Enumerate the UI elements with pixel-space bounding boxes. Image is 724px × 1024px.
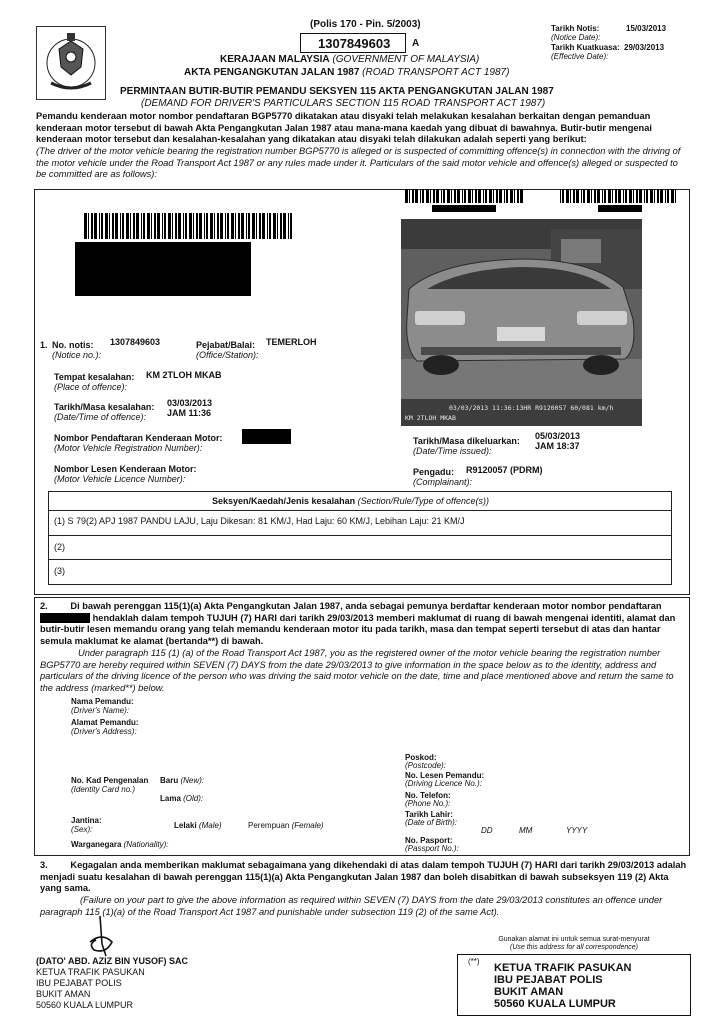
signatory-line3: BUKIT AMAN: [36, 989, 91, 999]
driving-licence-label-en: (Driving Licence No.):: [405, 779, 482, 788]
barcode-bar: [405, 189, 408, 203]
page-title: PERMINTAAN BUTIR-BUTIR PEMANDU SEKSYEN 115 AKTA PENGANGKUTAN JALAN 1987: [120, 86, 554, 97]
section2-malay-a: Di bawah perenggan 115(1)(a) Akta Pengangkutan Jalan 1987, anda sebagai pemunya berdaftar kenderaan motor nombor pendaftaran: [70, 601, 662, 611]
barcode-bar: [164, 213, 166, 239]
station-value: TEMERLOH: [266, 337, 317, 347]
nationality-label: Warganegara: [71, 840, 122, 849]
dob-yyyy: YYYY: [566, 826, 588, 835]
notice-no-value: 1307849603: [110, 337, 161, 347]
barcode-bar: [136, 213, 139, 239]
barcode-bar: [143, 213, 145, 239]
offence-header-ms: Seksyen/Kaedah/Jenis kesalahan: [212, 496, 356, 506]
barcode-bar: [451, 189, 452, 203]
sex-label-en: (Sex):: [71, 825, 93, 834]
barcode-bar: [185, 213, 187, 239]
barcode-bar: [496, 189, 498, 203]
section3-malay: [40, 860, 690, 895]
postcode-label: Poskod:: [405, 753, 437, 762]
act-line-ms: AKTA PENGANGKUTAN JALAN 1987: [184, 67, 360, 78]
passport-label: No. Pasport:: [405, 836, 453, 845]
barcode-bar: [517, 189, 519, 203]
barcode-bar: [591, 189, 592, 203]
barcode-bar: [667, 189, 669, 203]
barcode-bar: [493, 189, 494, 203]
male-label: Lelaki: [174, 821, 197, 830]
barcode-bar: [283, 213, 286, 239]
barcode-bar: [199, 213, 202, 239]
barcode-bar: [88, 213, 89, 239]
notice-date-label-en: (Notice Date):: [551, 33, 601, 42]
effective-date-value: 29/03/2013: [624, 43, 665, 52]
barcode-bar: [506, 189, 508, 203]
offence-datetime-label: Tarikh/Masa kesalahan:: [54, 402, 155, 412]
barcode-bar: [210, 213, 213, 239]
redacted-reg-inline: [40, 613, 90, 623]
offence-header-en: (Section/Rule/Type of offence(s)): [357, 496, 489, 506]
return-address-line1: KETUA TRAFIK PASUKAN: [494, 962, 632, 974]
logo-box: [36, 26, 106, 100]
barcode-bar: [671, 189, 674, 203]
barcode-bar: [196, 213, 198, 239]
return-address-line2: IBU PEJABAT POLIS: [494, 974, 603, 986]
female-label-en: (Female): [291, 821, 324, 830]
notice-suffix: A: [412, 38, 420, 49]
complainant-value: R9120057 (PDRM): [466, 465, 543, 475]
offence-table-header: [212, 496, 489, 506]
barcode-bar: [409, 189, 410, 203]
place-label: Tempat kesalahan:: [54, 372, 135, 382]
barcode-bar: [464, 189, 466, 203]
male-label-en: (Male): [198, 821, 222, 830]
offence-time-value: JAM 11:36: [167, 408, 212, 418]
barcode-bar: [576, 189, 579, 203]
issued-date-value: 05/03/2013: [535, 431, 581, 441]
government-line: [220, 54, 479, 65]
sex-male-option[interactable]: [174, 821, 222, 830]
barcode-bar: [262, 213, 265, 239]
section1-number: 1.: [40, 340, 48, 350]
barcode-bar: [560, 189, 561, 203]
barcode-bar: [489, 189, 492, 203]
offence-row-1: [54, 516, 465, 526]
barcode-bar: [625, 189, 627, 203]
barcode-bar: [175, 213, 177, 239]
barcode-bar: [623, 189, 624, 203]
section3-number: 3.: [40, 860, 48, 870]
intro-malay: Pemandu kenderaan motor nombor pendaftaran BGP5770 dikatakan atau disyaki telah melakukan kesalahan berkaitan dengan pemanduan kenderaan motor tersebut di bawah Akta Pengangkutan Jalan 1987 atau mana-mana kaedah yang dibuat di bawahnya. Butir-butir mengenai kenderaan motor tersebut dan kesalahan-kesalahan yang dikatakan atau disyaki telah dilakukan adalah seperti yang berikut:: [36, 111, 652, 144]
offence-row-2: [54, 542, 65, 552]
offence-row-1-text: S 79(2) APJ 1987 PANDU LAJU, Laju Dikesan: 81 KM/J, Had Laju: 60 KM/J, Lebihan Laju: 21 KM/J: [67, 516, 465, 526]
government-line-en: (GOVERNMENT OF MALAYSIA): [332, 54, 480, 65]
ic-new-label-en: (New):: [180, 776, 205, 785]
barcode-bar: [650, 189, 653, 203]
phone-label: No. Telefon:: [405, 791, 451, 800]
barcode-bar: [238, 213, 240, 239]
driver-name-label-en: (Driver's Name):: [71, 706, 129, 715]
signatory-line1: KETUA TRAFIK PASUKAN: [36, 967, 145, 977]
barcode-bar: [130, 213, 131, 239]
notice-date-label: Tarikh Notis:: [551, 24, 600, 33]
barcode-bar: [241, 213, 244, 239]
complainant-label-en: (Complainant):: [413, 477, 473, 487]
barcode-bar: [426, 189, 429, 203]
barcode-bar: [269, 213, 271, 239]
effective-date-label: Tarikh Kuatkuasa:: [551, 43, 620, 52]
barcode-bar: [115, 213, 118, 239]
barcode-bar: [594, 189, 596, 203]
barcode-bar: [189, 213, 192, 239]
barcode-bar: [644, 189, 645, 203]
sex-female-option[interactable]: [248, 821, 324, 830]
barcode-bar: [133, 213, 135, 239]
barcode-bar: [168, 213, 171, 239]
issued-datetime-label-en: (Date/Time issued):: [413, 446, 492, 456]
barcode-bar: [94, 213, 97, 239]
return-address-line3: BUKIT AMAN: [494, 986, 564, 998]
intro-english: (The driver of the motor vehicle bearing the registration number BGP5770 is alleged or is suspected of committing offence(s) in connection with the driving of the motor vehicle under the Road Transport Act 1987 or any rules made under it. Particulars of the said motor vehicle and offence(s) alleged or suspected to be committed are as follows):: [36, 146, 681, 179]
barcode-bar: [504, 189, 505, 203]
barcode-bar: [583, 189, 585, 203]
barcode-bar: [441, 189, 442, 203]
barcode-bar: [485, 189, 487, 203]
section3-malay-text: Kegagalan anda memberikan maklumat sebagaimana yang dikehendaki di atas dalam tempoh TUJUH (7) HARI dari tarikh 29/03/2013 adalah menjadi suatu kesalahan di bawah perenggan 115(1)(a) Akta Pengangkutan Jalan 1987 dan boleh disabitkan di bawah subseksyen 119 (2) Akta yang sama.: [40, 860, 687, 893]
barcode-bar: [420, 189, 421, 203]
barcode-bar: [141, 213, 142, 239]
dob-label: Tarikh Lahir:: [405, 810, 453, 819]
barcode-bar: [193, 213, 194, 239]
barcode-bar: [462, 189, 463, 203]
return-address-note-en: (Use this address for all correspondence): [509, 944, 638, 951]
signature-mark: [82, 914, 122, 958]
barcode-bar: [639, 189, 642, 203]
offence-row-2-num: (2): [54, 542, 65, 552]
reg-number-label-en: (Motor Vehicle Registration Number):: [54, 443, 203, 453]
ic-new: [160, 776, 204, 785]
dob-dd: DD: [481, 826, 493, 835]
barcode-bar: [122, 213, 124, 239]
postcode-label-en: (Postcode):: [405, 761, 446, 770]
section2-malay: [40, 601, 682, 647]
signatory-line2: IBU PEJABAT POLIS: [36, 978, 122, 988]
barcode-bar: [267, 213, 268, 239]
barcode-bar: [120, 213, 121, 239]
barcode-bar: [105, 213, 108, 239]
barcode-bar: [248, 213, 250, 239]
barcode-bar: [430, 189, 431, 203]
barcode-bar: [468, 189, 471, 203]
female-label: Perempuan: [248, 821, 290, 830]
barcode-bar: [636, 189, 638, 203]
section2-english: Under paragraph 115 (1) (a) of the Road Transport Act 1987, you as the registered owner of the motor vehicle bearing the registration number BGP5770 are hereby required within SEVEN (7) DAYS from the date 29/03/2013 to give information in the space below as to the identity, address and particulars of the driving licence of the person who was driving the said motor vehicle on the date, time and place mentioned above and return the same to the address (marked**) below.: [40, 648, 674, 693]
barcode-bar: [422, 189, 424, 203]
barcode-bar: [227, 213, 229, 239]
offence-row-3: [54, 566, 65, 576]
offence-table-divider-3: [48, 559, 671, 560]
redacted-barcode-label-2: [598, 205, 642, 212]
barcode-bar: [214, 213, 215, 239]
barcode-bar: [154, 213, 156, 239]
offence-table-divider-1: [48, 510, 671, 511]
notice-number-big: 1307849603: [318, 36, 391, 51]
ic-old-label: Lama: [160, 794, 181, 803]
barcode-bar: [657, 189, 659, 203]
barcode-bar: [660, 189, 663, 203]
ic-label: No. Kad Pengenalan: [71, 776, 149, 785]
barcode-bar: [273, 213, 276, 239]
barcode-bar: [520, 189, 523, 203]
barcode-bar: [204, 213, 205, 239]
ic-old: [160, 794, 203, 803]
barcode-bar: [562, 189, 564, 203]
phone-label-en: (Phone No.):: [405, 799, 451, 808]
barcode-bar: [457, 189, 460, 203]
place-label-en: (Place of offence):: [54, 382, 128, 392]
photo-caption-place: KM 2TLOH MKAB: [405, 414, 456, 422]
barcode-bar: [225, 213, 226, 239]
ic-old-label-en: (Old):: [183, 794, 204, 803]
section2-malay-b: hendaklah dalam tempoh TUJUH (7) HARI dari tarikh 29/03/2013 memberi maklumat di ruang di bawah mengenai identiti, alamat dan butir-butir lesen memandu orang yang telah memandu kenderaan motor itu pada tarikh, masa dan tempat seperti tersebut di atas dan hantar semula maklumat ke alamat (bertanda**) di bawah.: [40, 612, 676, 646]
barcode-bar: [646, 189, 648, 203]
return-address-line4: 50560 KUALA LUMPUR: [494, 998, 616, 1010]
barcode-bar: [472, 189, 473, 203]
redacted-owner-block: [75, 242, 251, 296]
barcode-bar: [587, 189, 590, 203]
barcode-bar: [157, 213, 160, 239]
barcode-bar: [604, 189, 606, 203]
barcode-bar: [178, 213, 181, 239]
dob-mm: MM: [519, 826, 533, 835]
notice-date-value: 15/03/2013: [626, 24, 667, 33]
barcode-bar: [581, 189, 582, 203]
barcode-bar: [256, 213, 257, 239]
barcode-bar: [277, 213, 278, 239]
barcode-bar: [478, 189, 481, 203]
return-address-mark: (**): [468, 957, 480, 966]
barcode-bar: [101, 213, 103, 239]
barcode-bar: [447, 189, 450, 203]
barcode-bar: [183, 213, 184, 239]
barcode-bar: [608, 189, 611, 203]
barcode-bar: [665, 189, 666, 203]
ic-new-label: Baru: [160, 776, 179, 785]
act-line-en: (ROAD TRANSPORT ACT 1987): [362, 67, 510, 78]
barcode-bar: [597, 189, 600, 203]
signatory-name: (DATO' ABD. AZIZ BIN YUSOF) SAC: [36, 956, 188, 966]
barcode-bar: [259, 213, 261, 239]
speed-camera-photo: [401, 219, 642, 426]
barcode-bar: [217, 213, 219, 239]
driver-address-label-en: (Driver's Address):: [71, 727, 137, 736]
police-crest-icon: [37, 27, 105, 99]
barcode-bar: [280, 213, 282, 239]
redacted-barcode-label-1: [432, 205, 496, 212]
photo-caption-line: 03/03/2013 11:36:13HR R9120057 60/081 km/h: [449, 404, 614, 412]
car-photo-image: [401, 219, 642, 426]
barcode-bar: [454, 189, 456, 203]
barcode-bar: [633, 189, 634, 203]
barcode-bar: [514, 189, 515, 203]
barcode-bar: [99, 213, 100, 239]
offence-date-value: 03/03/2013: [167, 398, 213, 408]
barcode-bar: [220, 213, 223, 239]
offence-row-1-num: (1): [54, 516, 65, 526]
section3-english: (Failure on your part to give the above information as required within SEVEN (7) DAYS from the date 29/03/2013 constitutes an offence under paragraph 115 (1)(a) of the Road Transport Act 1987 and punishable under subsection 119 (2) of the same Act).: [40, 895, 663, 917]
barcode-bar: [499, 189, 502, 203]
barcode-bar: [510, 189, 513, 203]
government-line-ms: KERAJAAN MALAYSIA: [220, 54, 330, 65]
barcode-bar: [109, 213, 110, 239]
barcode-bar: [84, 213, 87, 239]
notice-no-label: No. notis:: [52, 340, 94, 350]
barcode-bar: [570, 189, 571, 203]
act-line: [184, 67, 509, 78]
notice-no-label-en: (Notice no.):: [52, 350, 102, 360]
barcode-top-right-1: [405, 189, 527, 203]
barcode-bar: [566, 189, 569, 203]
barcode-top-right-2: [560, 189, 682, 203]
barcode-bar: [415, 189, 418, 203]
barcode-bar: [235, 213, 236, 239]
barcode-bar: [246, 213, 247, 239]
barcode-bar: [612, 189, 613, 203]
nationality-label-en: (Nationality):: [123, 840, 169, 849]
barcode-bar: [443, 189, 445, 203]
barcode-bar: [290, 213, 292, 239]
barcode-bar: [436, 189, 439, 203]
barcode-bar: [206, 213, 208, 239]
redacted-reg-number: [242, 429, 291, 444]
barcode-bar: [112, 213, 114, 239]
barcode-bar: [602, 189, 603, 203]
sex-label: Jantina:: [71, 816, 102, 825]
passport-label-en: (Passport No.):: [405, 844, 459, 853]
driver-address-label: Alamat Pemandu:: [71, 718, 139, 727]
ic-label-en: (Identity Card no.): [71, 785, 136, 794]
barcode-bar: [252, 213, 255, 239]
barcode-bar: [412, 189, 414, 203]
effective-date-label-en: (Effective Date):: [551, 52, 609, 61]
station-label: Pejabat/Balai:: [196, 340, 256, 350]
barcode-bar: [475, 189, 477, 203]
place-value: KM 2TLOH MKAB: [146, 370, 222, 380]
reg-number-label: Nombor Pendaftaran Kenderaan Motor:: [54, 433, 223, 443]
licence-number-label: Nombor Lesen Kenderaan Motor:: [54, 464, 197, 474]
nationality-row: [71, 840, 169, 849]
barcode-bar: [433, 189, 435, 203]
barcode-bar: [288, 213, 289, 239]
station-label-en: (Office/Station):: [196, 350, 259, 360]
offence-row-3-num: (3): [54, 566, 65, 576]
return-address-note: Gunakan alamat ini untuk semua surat-menyurat: [498, 936, 650, 943]
driving-licence-label: No. Lesen Pemandu:: [405, 771, 485, 780]
dob-label-en: (Date of Birth):: [405, 818, 458, 827]
barcode-bar: [675, 189, 676, 203]
barcode-bar: [615, 189, 617, 203]
barcode-bar: [654, 189, 655, 203]
barcode-bar: [126, 213, 129, 239]
offence-datetime-label-en: (Date/Time of offence):: [54, 412, 146, 422]
barcode-bar: [573, 189, 575, 203]
barcode-bar: [618, 189, 621, 203]
page-title-en: (DEMAND FOR DRIVER'S PARTICULARS SECTION 115 ROAD TRANSPORT ACT 1987): [141, 98, 546, 109]
issued-time-value: JAM 18:37: [535, 441, 580, 451]
complainant-label: Pengadu:: [413, 467, 455, 477]
barcode-bar: [91, 213, 93, 239]
barcode-bar: [162, 213, 163, 239]
barcode-left: [84, 213, 300, 239]
barcode-bar: [231, 213, 234, 239]
barcode-bar: [172, 213, 173, 239]
offence-table-divider-2: [48, 535, 671, 536]
barcode-bar: [151, 213, 152, 239]
form-code: (Polis 170 - Pin. 5/2003): [310, 19, 421, 30]
barcode-bar: [147, 213, 150, 239]
barcode-bar: [629, 189, 632, 203]
driver-name-label: Nama Pemandu:: [71, 697, 134, 706]
signatory-line4: 50560 KUALA LUMPUR: [36, 1000, 134, 1010]
barcode-bar: [483, 189, 484, 203]
licence-number-label-en: (Motor Vehicle Licence Number):: [54, 474, 186, 484]
section2-number: 2.: [40, 601, 48, 611]
issued-datetime-label: Tarikh/Masa dikeluarkan:: [413, 436, 520, 446]
